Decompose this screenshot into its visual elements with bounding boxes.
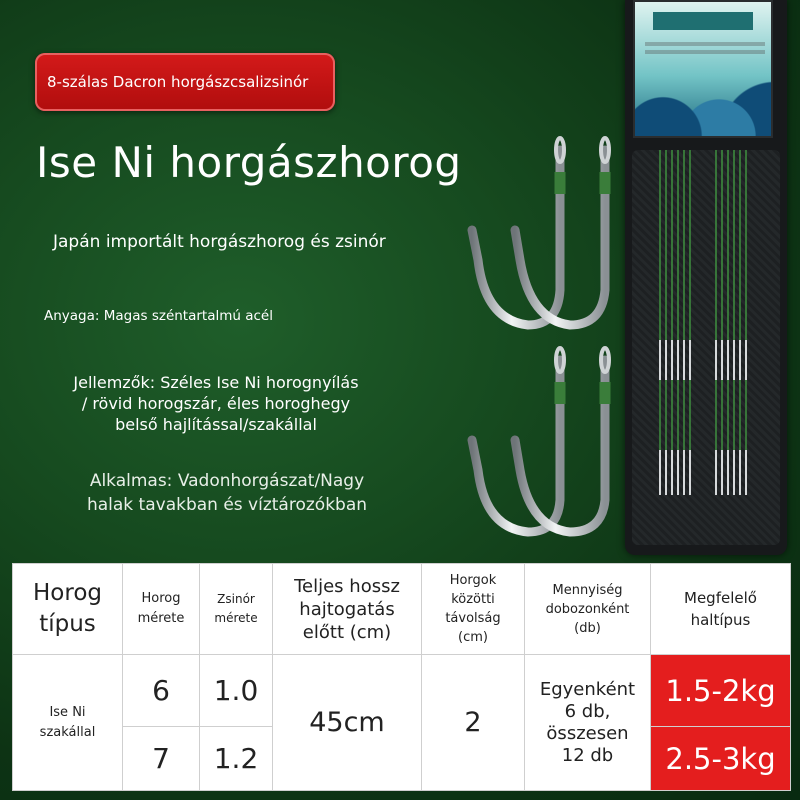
header-line: haltípus	[690, 611, 751, 629]
header-line: távolság	[445, 611, 501, 626]
spec-table	[12, 563, 791, 791]
header-line: Teljes hossz	[294, 575, 400, 597]
cell-line: Egyenként	[539, 678, 636, 700]
header-line: (cm)	[458, 630, 488, 645]
header-line: hajtogatás	[299, 598, 395, 620]
hooks-image	[440, 120, 630, 540]
header-line: előtt (cm)	[302, 621, 392, 643]
features-text	[56, 372, 376, 435]
header-quantity	[525, 564, 651, 655]
header-line: (db)	[574, 620, 601, 636]
features-line: Jellemzők: Széles Ise Ni horognyílás	[73, 373, 359, 392]
cell-hook-size: 6	[123, 655, 200, 727]
package-label	[633, 0, 773, 138]
header-line: közötti	[451, 592, 495, 607]
material-text: Anyaga: Magas széntartalmú acél	[44, 308, 273, 324]
product-title: Ise Ni horgászhorog	[36, 138, 462, 187]
header-hook-type	[13, 564, 123, 655]
header-line: Mennyiség	[552, 582, 623, 598]
features-line: / rövid horogszár, éles horoghegy	[81, 394, 351, 413]
header-line: dobozonként	[545, 601, 630, 617]
header-hook-size	[123, 564, 200, 655]
table-header-row	[13, 564, 791, 655]
suitable-text	[62, 469, 392, 517]
header-line: Zsinór	[217, 592, 255, 606]
hook-icon	[472, 150, 605, 532]
product-badge: 8-szálas Dacron horgászcsalizsinór	[35, 53, 335, 111]
header-fish-type	[651, 564, 791, 655]
cell-quantity	[525, 655, 651, 791]
cell-line: összesen	[546, 722, 629, 744]
header-length	[273, 564, 422, 655]
rig-lines-image	[632, 150, 780, 545]
cell-line: Ise Ni	[49, 704, 86, 720]
suitable-line: Alkalmas: Vadonhorgászat/Nagy	[89, 471, 365, 491]
cell-hook-type	[13, 655, 123, 791]
cell-line: szakállal	[39, 724, 96, 740]
package-tray	[632, 150, 780, 545]
product-subtitle: Japán importált horgászhorog és zsinór	[53, 232, 386, 252]
cell-line-size: 1.2	[200, 727, 273, 791]
table-row	[13, 655, 791, 727]
header-line: Megfelelő	[684, 589, 757, 607]
header-line: mérete	[214, 611, 258, 625]
cell-line: 6 db,	[564, 700, 611, 722]
header-line: Horgok	[449, 573, 497, 588]
cell-fish-weight: 1.5-2kg	[651, 655, 791, 727]
header-line: Horog	[33, 580, 102, 606]
cell-length: 45cm	[273, 655, 422, 791]
header-line: Horog	[141, 591, 181, 606]
suitable-line: halak tavakban és víztározókban	[86, 495, 368, 515]
cell-line-size: 1.0	[200, 655, 273, 727]
header-line-size	[200, 564, 273, 655]
header-spacing	[422, 564, 525, 655]
cell-line: 12 db	[561, 744, 614, 766]
features-line: belső hajlítással/szakállal	[115, 415, 317, 434]
header-line: mérete	[137, 611, 185, 626]
cell-fish-weight: 2.5-3kg	[651, 727, 791, 791]
cell-hook-size: 7	[123, 727, 200, 791]
header-line: típus	[39, 611, 96, 637]
cell-spacing: 2	[422, 655, 525, 791]
